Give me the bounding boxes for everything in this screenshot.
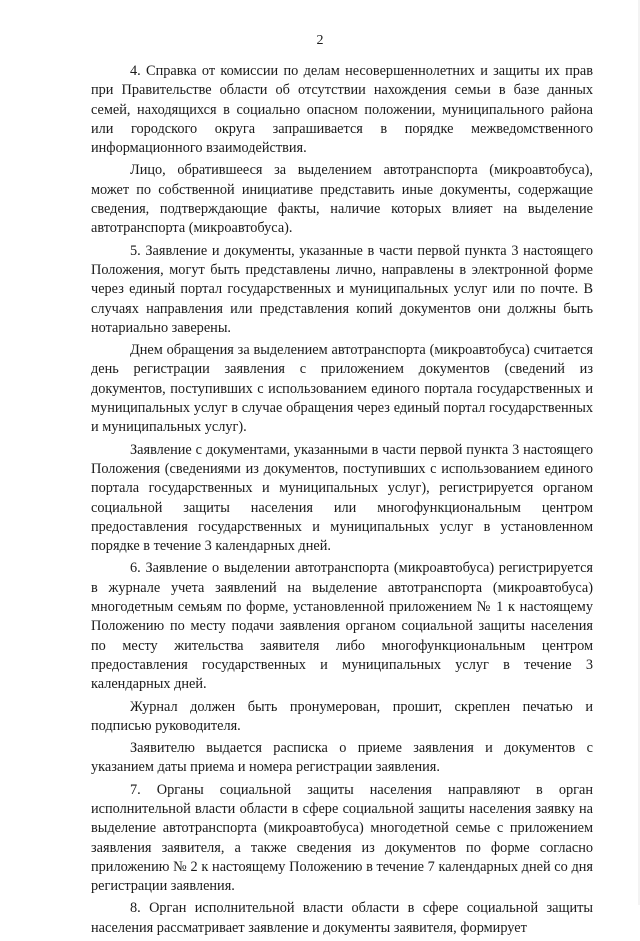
paragraph-9: 7. Органы социальной защиты населения направляют в орган исполнительной власти области в сфере социальной защиты населения заявку на выделение автотранспорта (микроавтобуса) многодетной семье с приложением заявления заявителя, а также сведения из документов по форме согласно приложению № 2 к настоящему Положению в течение 7 календарных дней со дня регистрации заявления.	[91, 781, 593, 895]
document-body	[91, 62, 593, 941]
paragraph-5: Заявление с документами, указанными в части первой пункта 3 настоящего Положения (сведениями из документов, поступивших с использованием единого портала государственных и муниципальных услуг), регистрируется органом социальной защиты населения или многофункциональным центром предоставления государственных и муниципальных услуг в установленном порядке в течение 3 календарных дней.	[91, 441, 593, 555]
paragraph-1: 4. Справка от комиссии по делам несовершеннолетних и защиты их прав при Правительстве области об отсутствии нахождения семьи в базе данных семей, находящихся в социально опасном положении, муниципального района или городского округа запрашивается в порядке межведомственного информационного взаимодействия.	[91, 63, 593, 157]
page-number: 2	[316, 33, 324, 48]
paragraph-2: Лицо, обратившееся за выделением автотранспорта (микроавтобуса), может по собственной инициативе представить иные документы, содержащие сведения, подтверждающие факты, наличие которых влияет на выделение автотранспорта (микроавтобуса).	[91, 162, 593, 237]
paragraph-8: Заявителю выдается расписка о приеме заявления и документов с указанием даты приема и номера регистрации заявления.	[91, 740, 593, 776]
paragraph-3: 5. Заявление и документы, указанные в части первой пункта 3 настоящего Положения, могут быть представлены лично, направлены в электронной форме через единый портал государственных и муниципальных услуг или по почте. В случаях направления или представления копий документов они должны быть нотариально заверены.	[91, 242, 593, 336]
paragraph-6: 6. Заявление о выделении автотранспорта (микроавтобуса) регистрируется в журнале учета заявлений на выделение автотранспорта (микроавтобуса) многодетным семьям по форме, установленной приложением № 1 к настоящему Положению по месту подачи заявления органом социальной защиты населения по месту жительства заявителя либо многофункциональным центром предоставления государственных и муниципальных услуг в течение 3 календарных дней.	[91, 560, 593, 693]
paragraph-10: 8. Орган исполнительной власти области в сфере социальной защиты населения рассматривает заявление и документы заявителя, формирует	[91, 900, 593, 936]
paragraph-7: Журнал должен быть пронумерован, прошит, скреплен печатью и подписью руководителя.	[91, 698, 593, 734]
paragraph-4: Днем обращения за выделением автотранспорта (микроавтобуса) считается день регистрации заявления с приложением документов (сведений из документов, поступивших с использованием единого портала государственных и муниципальных услуг в случае обращения через единый портал государственных и муниципальных услуг).	[91, 342, 593, 436]
